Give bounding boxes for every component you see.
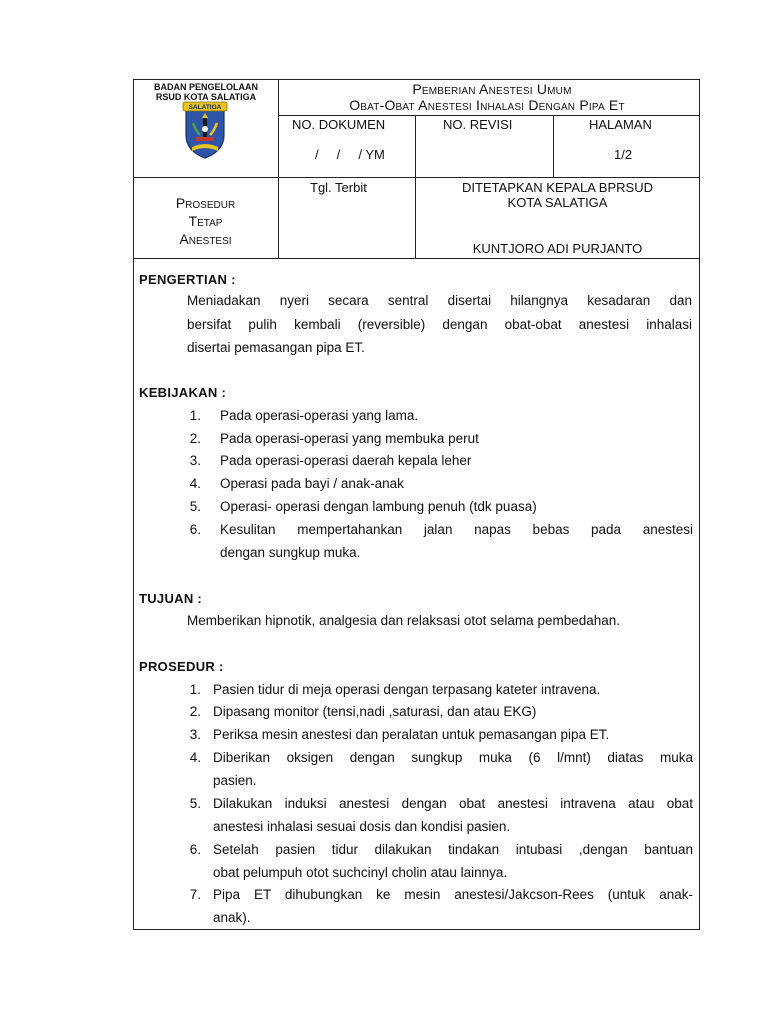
section-heading-pengertian: PENGERTIAN : — [139, 272, 236, 287]
kebijakan-number: 3. — [189, 453, 201, 468]
prosedur-item-continuation: anestesi inhalasi sesuai dosis dan kondisi pasien. — [213, 819, 511, 834]
section-heading-prosedur: PROSEDUR : — [139, 659, 224, 674]
tujuan-text: Memberikan hipnotik, analgesia dan relaksasi otot selama pembedahan. — [187, 613, 621, 628]
pengertian-line-2: bersifat pulih kembali (reversible) dengan obat-obat anestesi inhalasi — [187, 317, 692, 332]
kebijakan-number: 2. — [189, 431, 201, 446]
prosedur-item: Pasien tidur di meja operasi dengan terpasang kateter intravena. — [213, 682, 601, 697]
prosedur-number: 1. — [189, 682, 201, 697]
prosedur-item: Dilakukan induksi anestesi dengan obat anestesi intravena atau obat — [213, 796, 693, 811]
doc-number-label: NO. DOKUMEN — [292, 117, 386, 132]
section-heading-kebijakan: KEBIJAKAN : — [139, 385, 227, 400]
prosedur-number: 6. — [189, 842, 201, 857]
pengertian-line-3: disertai pemasangan pipa ET. — [187, 340, 365, 355]
page-label: HALAMAN — [589, 117, 652, 132]
prosedur-number: 4. — [189, 750, 201, 765]
prosedur-number: 7. — [189, 887, 201, 902]
pengertian-line-1: Meniadakan nyeri secara sentral disertai hilangnya kesadaran dan — [187, 293, 692, 308]
prosedur-number: 2. — [189, 704, 201, 719]
prosedur-item: Pipa ET dihubungkan ke mesin anestesi/Jakcson-Rees (untuk anak- — [213, 887, 693, 902]
approved-by-line1: DITETAPKAN KEPALA BPRSUD — [462, 180, 653, 195]
prosedur-item-continuation: pasien. — [213, 773, 257, 788]
header-vline-1 — [278, 79, 279, 258]
kebijakan-number: 6. — [189, 522, 201, 537]
salatiga-crest-logo — [182, 101, 228, 159]
page-value: 1/2 — [614, 147, 633, 162]
kebijakan-item: Operasi pada bayi / anak-anak — [220, 476, 404, 491]
header-divider-3 — [133, 258, 700, 259]
org-name-line1: BADAN PENGELOLAAN — [153, 82, 258, 92]
prosedur-item: Dipasang monitor (tensi,nadi ,saturasi, dan atau EKG) — [213, 704, 537, 719]
prosedur-item-continuation: obat pelumpuh otot suchcinyl cholin atau lainnya. — [213, 865, 508, 880]
prosedur-number: 3. — [189, 727, 201, 742]
prosedur-item-continuation: anak). — [213, 910, 251, 925]
logo-banner-text: SALATIGA — [188, 104, 222, 111]
kebijakan-number: 1. — [189, 408, 201, 423]
header-divider-2 — [133, 177, 700, 178]
section-heading-tujuan: TUJUAN : — [139, 591, 203, 606]
kebijakan-number: 5. — [189, 499, 201, 514]
kebijakan-item-continuation: dengan sungkup muka. — [220, 545, 361, 560]
doc-number-value: / / / YM — [315, 147, 385, 162]
prosedur-item: Setelah pasien tidur dilakukan tindakan intubasi ,dengan bantuan — [213, 842, 693, 857]
prosedur-item: Periksa mesin anestesi dan peralatan untuk pemasangan pipa ET. — [213, 727, 610, 742]
kebijakan-item: Pada operasi-operasi yang membuka perut — [220, 431, 479, 446]
prosedur-number: 5. — [189, 796, 201, 811]
prosedur-item: Diberikan oksigen dengan sungkup muka (6 l/mnt) diatas muka — [213, 750, 693, 765]
procedure-type-line1: Prosedur — [175, 195, 236, 211]
issue-date-label: Tgl. Terbit — [310, 180, 367, 195]
header-divider-1 — [278, 115, 700, 116]
procedure-type-line3: Anestesi — [179, 231, 232, 247]
kebijakan-item: Pada operasi-operasi yang lama. — [220, 408, 419, 423]
kebijakan-item: Pada operasi-operasi daerah kepala leher — [220, 453, 472, 468]
document-title-line1: Pemberian Anestesi Umum — [412, 81, 572, 97]
approved-by-line2: KOTA SALATIGA — [507, 195, 608, 210]
revision-label: NO. REVISI — [443, 117, 513, 132]
kebijakan-item: Kesulitan mempertahankan jalan napas bebas pada anestesi — [220, 522, 693, 537]
header-vline-3 — [553, 115, 554, 177]
approver-name: KUNTJORO ADI PURJANTO — [472, 241, 643, 256]
org-name-line2: RSUD KOTA SALATIGA — [155, 92, 257, 102]
kebijakan-number: 4. — [189, 476, 201, 491]
document-title-line2: Obat-Obat Anestesi Inhalasi Dengan Pipa Et — [349, 97, 625, 113]
kebijakan-item: Operasi- operasi dengan lambung penuh (tdk puasa) — [220, 499, 537, 514]
procedure-type-line2: Tetap — [188, 213, 223, 229]
